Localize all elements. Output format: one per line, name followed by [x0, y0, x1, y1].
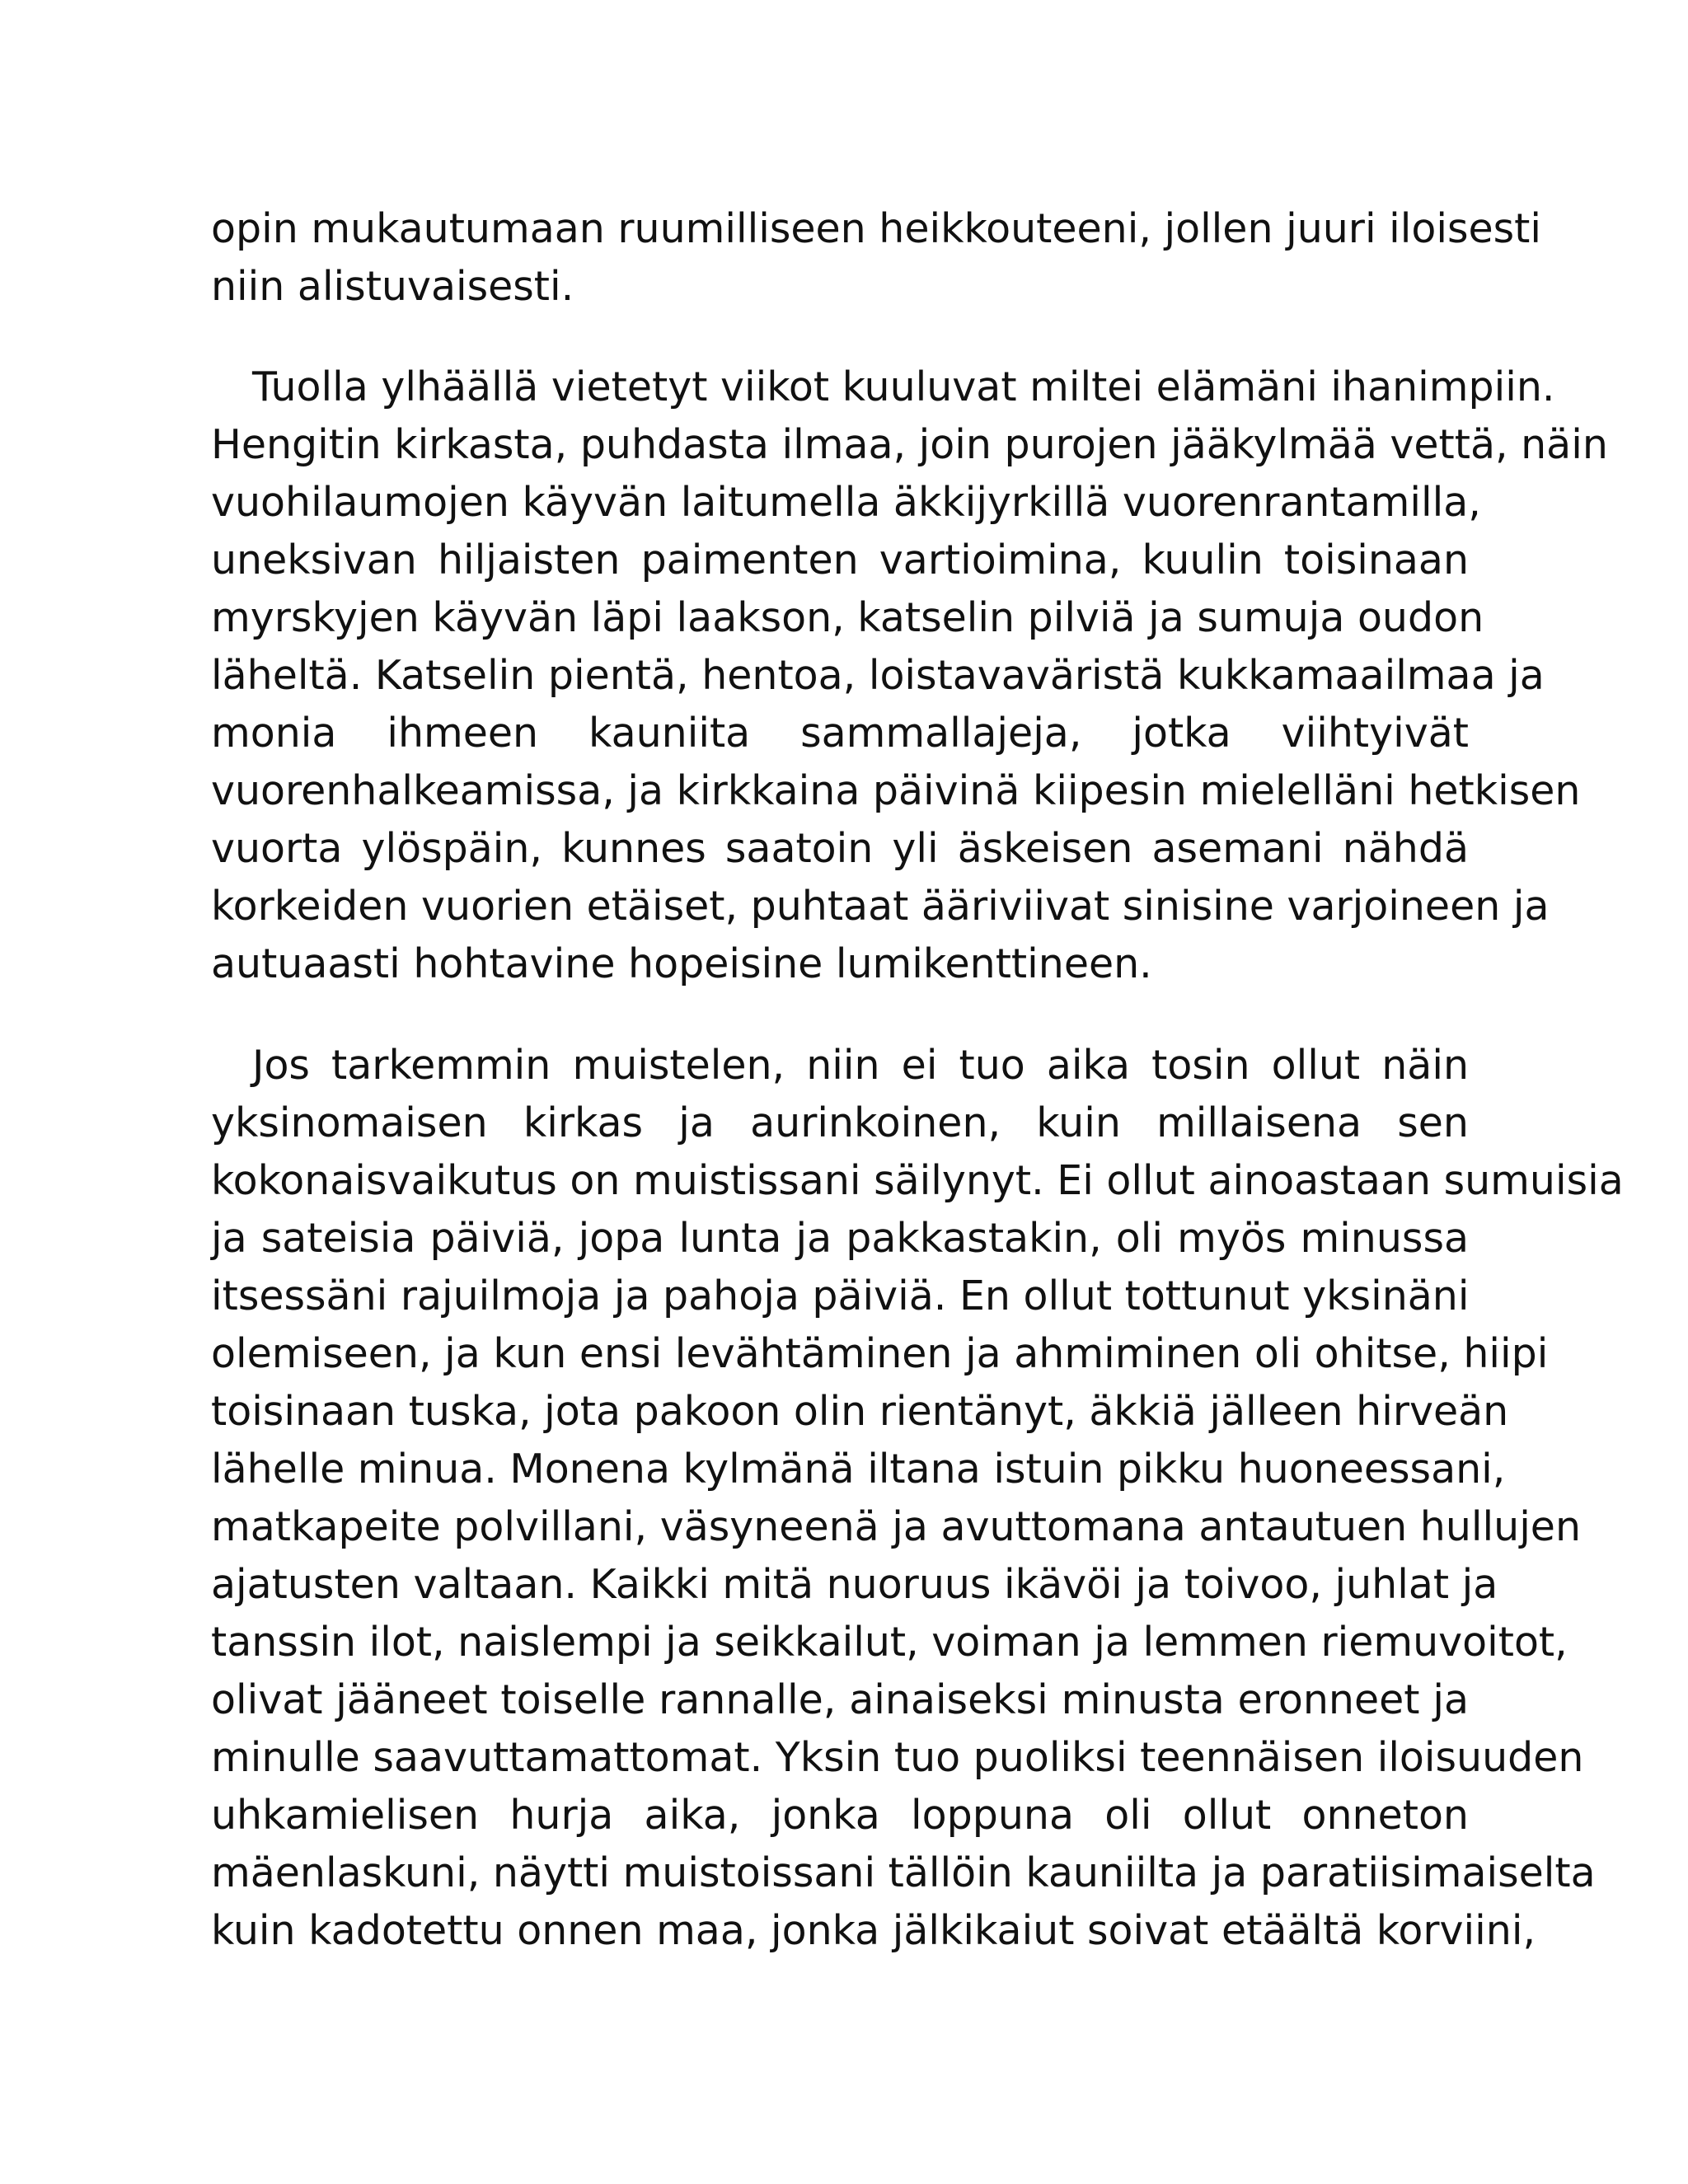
paragraph-3 — [211, 1037, 1624, 1960]
text-line: tanssin ilot, naislempi ja seikkailut, voiman ja lemmen riemuvoitot, — [211, 1619, 1568, 1666]
text-line: minulle saavuttamattomat. Yksin tuo puoliksi teennäisen iloisuuden — [211, 1734, 1584, 1781]
text-line: Hengitin kirkasta, puhdasta ilmaa, join purojen jääkylmää vettä, näin — [211, 421, 1608, 468]
text-line: opin mukautumaan ruumilliseen heikkouteeni, jollen juuri iloisesti — [211, 205, 1541, 252]
text-line: toisinaan tuska, jota pakoon olin rientänyt, äkkiä jälleen hirveän — [211, 1388, 1509, 1435]
text-line: ajatusten valtaan. Kaikki mitä nuoruus ikävöi ja toivoo, juhlat ja — [211, 1561, 1498, 1608]
text-line: matkapeite polvillani, väsyneenä ja avuttomana antautuen hullujen — [211, 1503, 1582, 1550]
text-line: lähelle minua. Monena kylmänä iltana istuin pikku huoneessani, — [211, 1446, 1506, 1493]
text-line: Jos tarkemmin muistelen, niin ei tuo aika tosin ollut näin — [252, 1042, 1469, 1089]
text-line: niin alistuvaisesti. — [211, 263, 574, 310]
text-line: läheltä. Katselin pientä, hentoa, loistavaväristä kukkamaailmaa ja — [211, 652, 1545, 699]
text-line: korkeiden vuorien etäiset, puhtaat ääriviivat sinisine varjoineen ja — [211, 883, 1550, 930]
text-line: Tuolla ylhäällä vietetyt viikot kuuluvat miltei elämäni ihanimpiin. — [252, 363, 1555, 410]
text-line: itsessäni rajuilmoja ja pahoja päiviä. En ollut tottunut yksinäni — [211, 1272, 1470, 1319]
paragraph-2 — [211, 359, 1608, 993]
text-line: kuin kadotettu onnen maa, jonka jälkikaiut soivat etäältä korviini, — [211, 1907, 1536, 1954]
text-line: autuaasti hohtavine hopeisine lumikenttineen. — [211, 940, 1152, 987]
text-line: uhkamielisen hurja aika, jonka loppuna oli ollut onneton — [211, 1792, 1469, 1839]
paragraph-1 — [211, 200, 1541, 316]
text-line: mäenlaskuni, näytti muistoissani tällöin kauniilta ja paratiisimaiselta — [211, 1849, 1596, 1896]
text-line: kokonaisvaikutus on muistissani säilynyt. Ei ollut ainoastaan sumuisia — [211, 1157, 1624, 1204]
text-line: olemiseen, ja kun ensi levähtäminen ja ahmiminen oli ohitse, hiipi — [211, 1330, 1549, 1377]
text-line: vuorta ylöspäin, kunnes saatoin yli äskeisen asemani nähdä — [211, 825, 1469, 872]
text-line: vuohilaumojen käyvän laitumella äkkijyrkillä vuorenrantamilla, — [211, 479, 1481, 526]
text-line: ja sateisia päiviä, jopa lunta ja pakkastakin, oli myös minussa — [211, 1215, 1469, 1262]
text-line: myrskyjen käyvän läpi laakson, katselin pilviä ja sumuja oudon — [211, 594, 1484, 641]
text-line: yksinomaisen kirkas ja aurinkoinen, kuin millaisena sen — [211, 1099, 1469, 1146]
text-line: vuorenhalkeamissa, ja kirkkaina päivinä kiipesin mielelläni hetkisen — [211, 767, 1581, 814]
text-line: uneksivan hiljaisten paimenten vartioimina, kuulin toisinaan — [211, 537, 1469, 583]
text-line: monia ihmeen kauniita sammallajeja, jotka viihtyivät — [211, 710, 1469, 757]
text-line: olivat jääneet toiselle rannalle, ainaiseksi minusta eronneet ja — [211, 1676, 1469, 1723]
